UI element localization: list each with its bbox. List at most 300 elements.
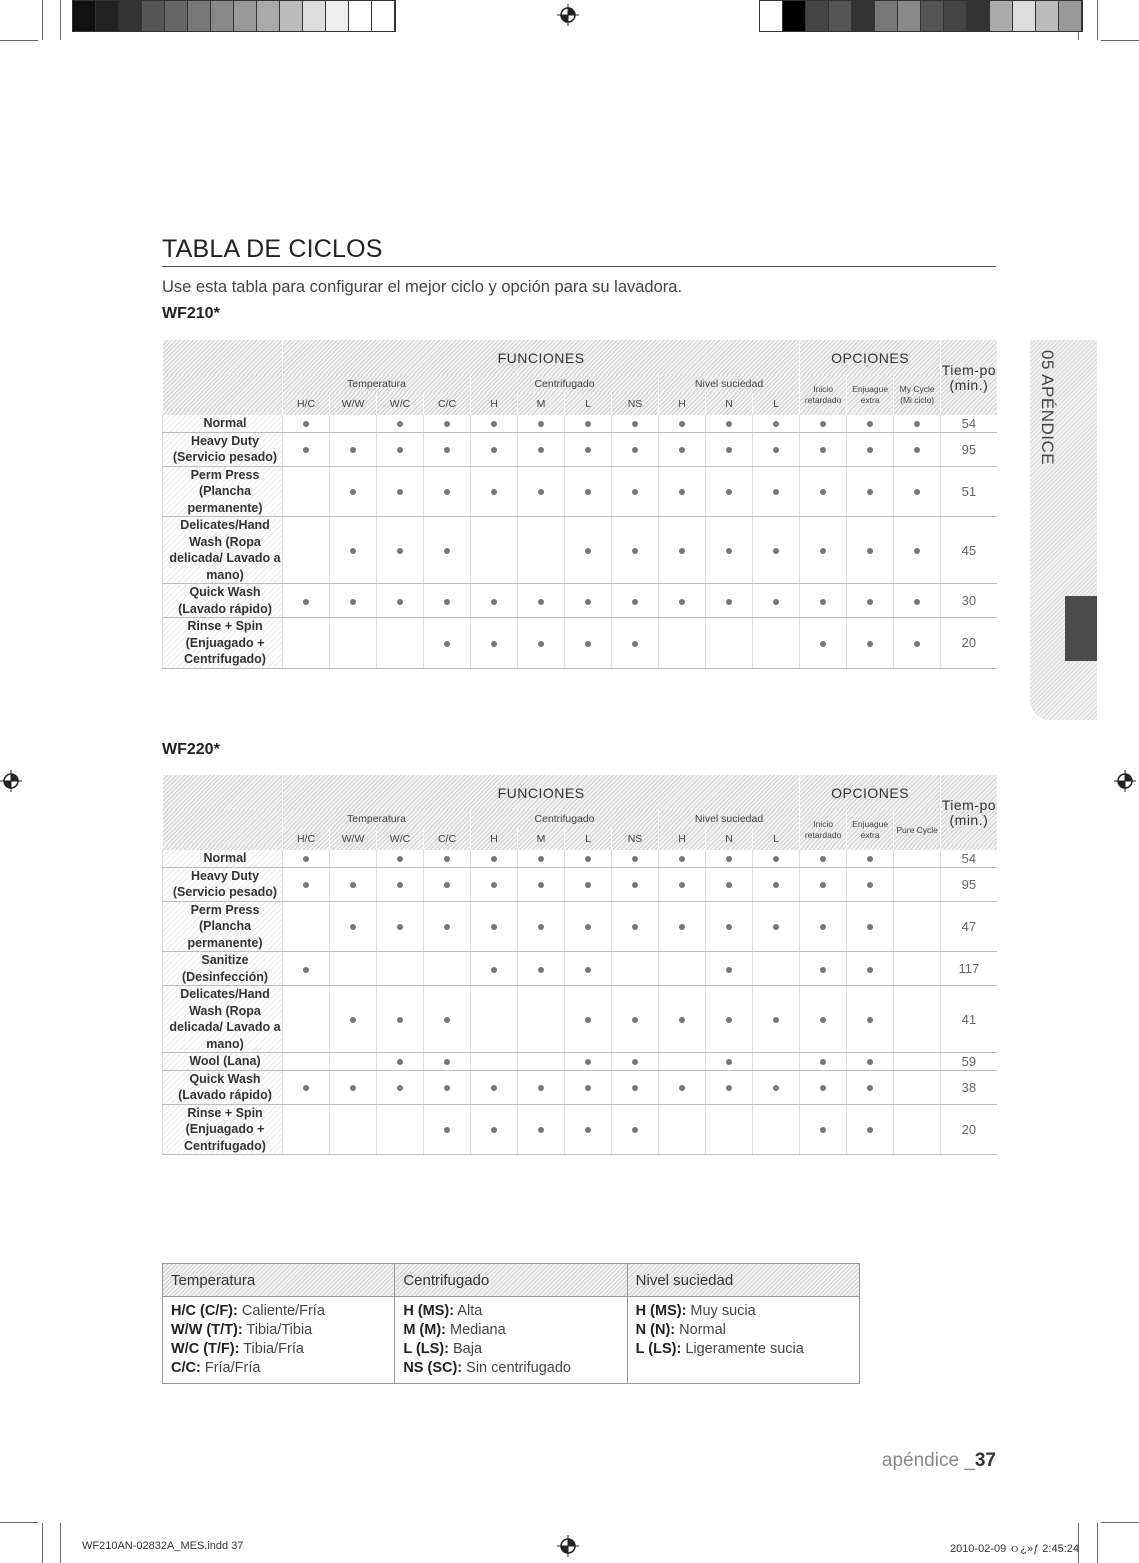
bullet-icon [679, 447, 685, 453]
table-cell [659, 466, 706, 517]
bullet-icon [820, 924, 826, 930]
table-cell [753, 466, 800, 517]
legend-header-centrifugado: Centrifugado [395, 1264, 627, 1297]
table-cell [471, 952, 518, 986]
bullet-icon [679, 924, 685, 930]
bullet-icon [632, 641, 638, 647]
cycle-time: 54 [941, 850, 997, 867]
cycle-name: Delicates/Hand Wash (Ropa delicada/ Lavado a mano) [163, 517, 283, 584]
legend-meaning: Muy sucia [686, 1303, 756, 1319]
page-title: TABLA DE CICLOS [162, 235, 383, 263]
bullet-icon [585, 489, 591, 495]
cycle-time: 51 [941, 466, 997, 517]
bullet-icon [491, 856, 497, 862]
bullet-icon [397, 447, 403, 453]
header-col-7: NS [612, 393, 659, 415]
bullet-icon [820, 599, 826, 605]
bullet-icon [303, 967, 309, 973]
legend-header-temperatura: Temperatura [163, 1264, 395, 1297]
bullet-icon [726, 924, 732, 930]
table-cell [706, 618, 753, 669]
model-heading-wf220: WF220* [162, 741, 220, 758]
bullet-icon [914, 489, 920, 495]
bullet-icon [773, 1085, 779, 1091]
bullet-icon [538, 856, 544, 862]
header-col-4: H [471, 828, 518, 850]
header-col-8: H [659, 828, 706, 850]
header-row-groups [163, 775, 997, 810]
legend-code: L (LS): [635, 1341, 682, 1357]
table-cell [753, 952, 800, 986]
table-cell [894, 432, 941, 466]
table-row [163, 867, 997, 901]
table-cell [283, 850, 330, 867]
bullet-icon [350, 1017, 356, 1023]
bullet-icon [632, 599, 638, 605]
table-cell [753, 1104, 800, 1155]
legend-item [636, 1302, 851, 1321]
legend-code: L (LS): [403, 1341, 449, 1357]
bullet-icon [867, 1059, 873, 1065]
table-cell [518, 432, 565, 466]
table-cell [659, 517, 706, 584]
bullet-icon [867, 1127, 873, 1133]
legend-item [171, 1302, 386, 1321]
bullet-icon [538, 1085, 544, 1091]
table-cell [706, 1053, 753, 1071]
header-option-1: Enjuague extra [847, 375, 894, 415]
table-cell [847, 618, 894, 669]
table-cell [565, 618, 612, 669]
table-cell [894, 901, 941, 952]
table-cell [847, 867, 894, 901]
table-cell [800, 867, 847, 901]
table-cell [612, 1104, 659, 1155]
table-cell [800, 952, 847, 986]
table-cell [753, 901, 800, 952]
bullet-icon [397, 924, 403, 930]
bullet-icon [632, 1059, 638, 1065]
bullet-icon [914, 421, 920, 427]
table-cell [612, 986, 659, 1053]
table-cell [377, 517, 424, 584]
table-cell [894, 466, 941, 517]
table-cell [424, 618, 471, 669]
bullet-icon [773, 1017, 779, 1023]
table-cell [424, 901, 471, 952]
bullet-icon [585, 924, 591, 930]
table-cell [894, 867, 941, 901]
bullet-icon [538, 882, 544, 888]
slug-filename: WF210AN-02832A_MES.indd 37 [82, 1540, 244, 1552]
table-cell [518, 618, 565, 669]
table-cell [706, 432, 753, 466]
table-cell [377, 618, 424, 669]
header-centrifugado: Centrifugado [471, 375, 659, 393]
bullet-icon [538, 1127, 544, 1133]
bullet-icon [773, 489, 779, 495]
header-col-6: L [565, 393, 612, 415]
table-cell [424, 584, 471, 618]
legend-code: H (MS): [403, 1303, 455, 1319]
table-row [163, 466, 997, 517]
bullet-icon [491, 599, 497, 605]
table-cell [706, 517, 753, 584]
table-cell [330, 867, 377, 901]
table-cell [518, 466, 565, 517]
bullet-icon [679, 548, 685, 554]
bullet-icon [773, 924, 779, 930]
color-bar-right [759, 0, 1083, 32]
table-cell [377, 584, 424, 618]
bullet-icon [914, 599, 920, 605]
bullet-icon [820, 1017, 826, 1023]
bullet-icon [538, 599, 544, 605]
bullet-icon [726, 489, 732, 495]
side-tab-marker [1065, 596, 1097, 661]
table-cell [847, 466, 894, 517]
bullet-icon [585, 641, 591, 647]
table-cell [424, 517, 471, 584]
header-col-0: H/C [283, 393, 330, 415]
bullet-icon [585, 447, 591, 453]
table-cell [847, 986, 894, 1053]
bullet-icon [726, 599, 732, 605]
legend-meaning: Caliente/Fría [237, 1303, 325, 1319]
table-cell [847, 952, 894, 986]
table-cell [518, 1070, 565, 1104]
bullet-icon [585, 967, 591, 973]
bullet-icon [867, 489, 873, 495]
table-cell [424, 986, 471, 1053]
table-cell [894, 584, 941, 618]
bullet-icon [585, 599, 591, 605]
table-cell [565, 584, 612, 618]
cycle-name: Heavy Duty (Servicio pesado) [163, 432, 283, 466]
table-cell [800, 517, 847, 584]
bullet-icon [867, 447, 873, 453]
bullet-icon [773, 882, 779, 888]
bullet-icon [867, 882, 873, 888]
table-cell [894, 952, 941, 986]
table-cell [659, 618, 706, 669]
table-cell [800, 466, 847, 517]
bullet-icon [726, 447, 732, 453]
legend-code: N (N): [635, 1322, 676, 1338]
bullet-icon [538, 924, 544, 930]
legend-item [636, 1321, 851, 1340]
table-cell [471, 850, 518, 867]
bullet-icon [726, 548, 732, 554]
bullet-icon [773, 447, 779, 453]
table-cell [706, 986, 753, 1053]
bullet-icon [397, 599, 403, 605]
bullet-icon [632, 924, 638, 930]
bullet-icon [538, 489, 544, 495]
table-cell [800, 986, 847, 1053]
table-cell [706, 1104, 753, 1155]
header-row-subgroups [163, 810, 997, 828]
table-cell [565, 952, 612, 986]
table-cell [753, 1070, 800, 1104]
header-option-2: Pure Cycle [894, 810, 941, 850]
header-col-0: H/C [283, 828, 330, 850]
legend-meaning: Tibia/Tibia [242, 1322, 313, 1338]
table-cell [659, 1053, 706, 1071]
table-cell [659, 901, 706, 952]
table-cell [330, 466, 377, 517]
table-cell [659, 1070, 706, 1104]
cycle-time: 30 [941, 584, 997, 618]
bullet-icon [820, 967, 826, 973]
bullet-icon [585, 421, 591, 427]
header-col-3: C/C [424, 393, 471, 415]
cycle-time: 45 [941, 517, 997, 584]
header-option-0: Inicio retardado [800, 375, 847, 415]
table-cell [612, 466, 659, 517]
header-temperatura: Temperatura [283, 810, 471, 828]
table-cell [471, 432, 518, 466]
table-cell [800, 1104, 847, 1155]
table-cell [612, 1053, 659, 1071]
header-col-5: M [518, 393, 565, 415]
bullet-icon [726, 1085, 732, 1091]
registration-mark-icon [557, 1535, 579, 1557]
table-cell [565, 432, 612, 466]
table-cell [894, 850, 941, 867]
table-cell [565, 901, 612, 952]
cycle-name: Quick Wash (Lavado rápido) [163, 584, 283, 618]
color-bar-left [72, 0, 396, 32]
table-cell [659, 415, 706, 432]
table-cell [377, 1104, 424, 1155]
bullet-icon [444, 1059, 450, 1065]
header-col-10: L [753, 828, 800, 850]
bullet-icon [444, 599, 450, 605]
table-cell [518, 1053, 565, 1071]
table-cell [377, 1070, 424, 1104]
table-cell [471, 901, 518, 952]
table-row [163, 415, 997, 432]
bullet-icon [773, 421, 779, 427]
cycle-time: 117 [941, 952, 997, 986]
header-col-1: W/W [330, 393, 377, 415]
bullet-icon [867, 1085, 873, 1091]
table-cell [518, 952, 565, 986]
bullet-icon [538, 447, 544, 453]
table-cell [847, 850, 894, 867]
bullet-icon [303, 1085, 309, 1091]
bullet-icon [679, 599, 685, 605]
table-row [163, 517, 997, 584]
bullet-icon [397, 489, 403, 495]
table-cell [659, 850, 706, 867]
table-row [163, 1104, 997, 1155]
legend-meaning: Baja [448, 1341, 483, 1357]
bullet-icon [820, 1127, 826, 1133]
bullet-icon [585, 882, 591, 888]
bullet-icon [538, 421, 544, 427]
header-col-9: N [706, 393, 753, 415]
table-cell [283, 867, 330, 901]
bullet-icon [585, 856, 591, 862]
table-cell [518, 415, 565, 432]
bullet-icon [632, 1085, 638, 1091]
legend-item [403, 1321, 618, 1340]
legend-item [171, 1340, 386, 1359]
bullet-icon [350, 1085, 356, 1091]
bullet-icon [820, 641, 826, 647]
table-cell [753, 432, 800, 466]
legend-temperatura [163, 1297, 395, 1384]
table-cell [800, 584, 847, 618]
table-cell [706, 415, 753, 432]
table-cell [424, 1104, 471, 1155]
table-cell [612, 901, 659, 952]
bullet-icon [585, 1127, 591, 1133]
table-cell [800, 618, 847, 669]
bullet-icon [632, 856, 638, 862]
registration-mark-icon [557, 4, 579, 26]
bullet-icon [726, 1059, 732, 1065]
bullet-icon [632, 1017, 638, 1023]
header-col-1: W/W [330, 828, 377, 850]
table-cell [424, 850, 471, 867]
table-cell [612, 952, 659, 986]
table-cell [800, 901, 847, 952]
bullet-icon [914, 447, 920, 453]
header-funciones: FUNCIONES [283, 340, 800, 375]
bullet-icon [444, 1127, 450, 1133]
legend-meaning: Alta [454, 1303, 483, 1319]
legend-item [403, 1340, 618, 1359]
cycle-table-wf210 [162, 340, 997, 669]
bullet-icon [820, 548, 826, 554]
table-cell [565, 466, 612, 517]
bullet-icon [867, 641, 873, 647]
table-cell [894, 1070, 941, 1104]
table-cell [471, 1053, 518, 1071]
bullet-icon [914, 641, 920, 647]
header-col-4: H [471, 393, 518, 415]
table-cell [471, 1104, 518, 1155]
table-cell [518, 867, 565, 901]
legend-code: H/C (C/F): [171, 1303, 238, 1319]
bullet-icon [303, 447, 309, 453]
table-cell [847, 415, 894, 432]
table-cell [659, 952, 706, 986]
table-cell [565, 415, 612, 432]
table-cell [847, 1104, 894, 1155]
table-cell [800, 1070, 847, 1104]
header-nivel: Nivel suciedad [659, 810, 800, 828]
bullet-icon [773, 856, 779, 862]
title-rule [162, 266, 996, 267]
table-cell [283, 952, 330, 986]
table-cell [659, 867, 706, 901]
table-cell [518, 1104, 565, 1155]
table-cell [330, 986, 377, 1053]
table-cell [283, 901, 330, 952]
cycle-time: 38 [941, 1070, 997, 1104]
table-cell [565, 986, 612, 1053]
table-cell [330, 1053, 377, 1071]
table-cell [471, 466, 518, 517]
table-cell [894, 1053, 941, 1071]
cycle-time: 47 [941, 901, 997, 952]
bullet-icon [726, 421, 732, 427]
header-col-2: W/C [377, 393, 424, 415]
page-footer [882, 1450, 996, 1472]
header-opciones: OPCIONES [800, 340, 941, 375]
bullet-icon [491, 882, 497, 888]
header-col-8: H [659, 393, 706, 415]
bullet-icon [491, 447, 497, 453]
table-cell [471, 867, 518, 901]
header-centrifugado: Centrifugado [471, 810, 659, 828]
bullet-icon [350, 599, 356, 605]
table-cell [847, 517, 894, 584]
intro-text: Use esta tabla para configurar el mejor ciclo y opción para su lavadora. [162, 278, 683, 296]
bullet-icon [350, 447, 356, 453]
legend-item [171, 1359, 386, 1378]
bullet-icon [820, 421, 826, 427]
table-cell [659, 584, 706, 618]
bullet-icon [820, 882, 826, 888]
table-cell [424, 867, 471, 901]
table-cell [518, 986, 565, 1053]
model-heading-wf210: WF210* [162, 305, 220, 322]
bullet-icon [303, 599, 309, 605]
bullet-icon [303, 856, 309, 862]
table-row [163, 901, 997, 952]
table-cell [283, 1053, 330, 1071]
table-cell [847, 1070, 894, 1104]
bullet-icon [397, 882, 403, 888]
bullet-icon [538, 641, 544, 647]
table-cell [753, 618, 800, 669]
table-cell [518, 850, 565, 867]
table-cell [800, 1053, 847, 1071]
table-cell [612, 415, 659, 432]
table-cell [471, 986, 518, 1053]
table-cell [424, 1070, 471, 1104]
bullet-icon [303, 882, 309, 888]
bullet-icon [491, 967, 497, 973]
cycle-name: Sanitize (Desinfección) [163, 952, 283, 986]
bullet-icon [867, 967, 873, 973]
cycle-name: Wool (Lana) [163, 1053, 283, 1071]
table-cell [283, 1070, 330, 1104]
table-cell [612, 517, 659, 584]
header-funciones: FUNCIONES [283, 775, 800, 810]
bullet-icon [773, 548, 779, 554]
header-col-5: M [518, 828, 565, 850]
bullet-icon [820, 447, 826, 453]
bullet-icon [679, 489, 685, 495]
table-cell [659, 986, 706, 1053]
bullet-icon [303, 421, 309, 427]
table-cell [283, 432, 330, 466]
header-opciones: OPCIONES [800, 775, 941, 810]
table-cell [330, 618, 377, 669]
cycle-time: 54 [941, 415, 997, 432]
bullet-icon [444, 548, 450, 554]
table-cell [330, 850, 377, 867]
table-cell [377, 986, 424, 1053]
table-cell [565, 867, 612, 901]
bullet-icon [867, 856, 873, 862]
